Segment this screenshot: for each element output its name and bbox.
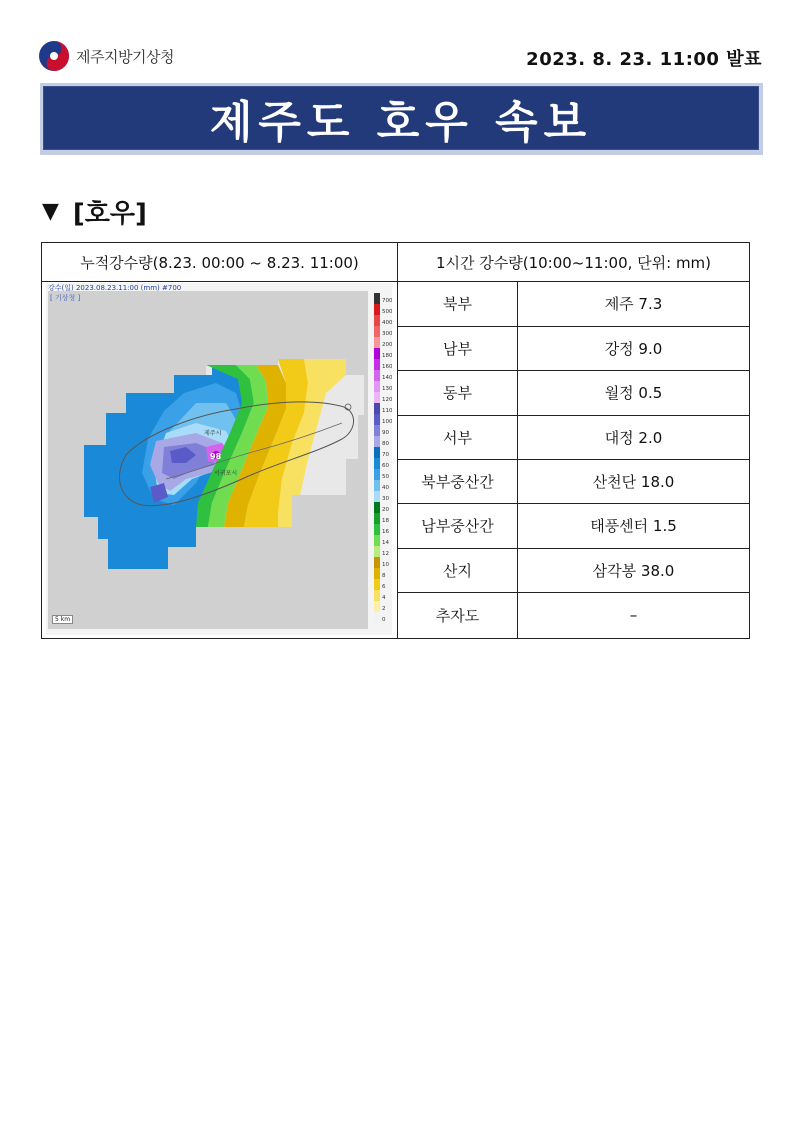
legend-swatch bbox=[374, 458, 380, 469]
legend-value: 80 bbox=[382, 440, 389, 447]
legend-value: 50 bbox=[382, 473, 389, 480]
legend-swatch bbox=[374, 348, 380, 359]
station-value-cell bbox=[518, 503, 749, 548]
station-value: 월정 0.5 bbox=[604, 384, 663, 402]
legend-value: 40 bbox=[382, 484, 389, 491]
legend-swatch bbox=[374, 403, 380, 414]
region-cell bbox=[398, 326, 517, 370]
legend-swatch bbox=[374, 513, 380, 524]
station-value: 제주 7.3 bbox=[604, 295, 663, 313]
legend-swatch bbox=[374, 535, 380, 546]
section-heading bbox=[42, 193, 147, 230]
station-value-cell bbox=[518, 281, 749, 326]
issued-time: 2023. 8. 23. 11:00 발표 bbox=[526, 49, 762, 70]
legend-value: 300 bbox=[382, 330, 392, 337]
region-label: 산지 bbox=[443, 561, 472, 580]
region-cell bbox=[398, 459, 517, 503]
rainfall-map-image bbox=[46, 283, 392, 635]
legend-value: 200 bbox=[382, 341, 392, 348]
region-label: 북부 bbox=[443, 295, 472, 313]
legend-swatch bbox=[374, 568, 380, 579]
cumulative-rainfall-map bbox=[46, 283, 392, 635]
legend-swatch bbox=[374, 590, 380, 601]
legend-swatch bbox=[374, 601, 380, 612]
region-cell bbox=[398, 281, 517, 326]
legend-value: 160 bbox=[382, 363, 392, 370]
region-cell bbox=[398, 415, 517, 459]
legend-value: 100 bbox=[382, 418, 392, 425]
taegeuk-emblem-icon bbox=[38, 40, 70, 72]
legend-swatch bbox=[374, 480, 380, 491]
legend-value: 90 bbox=[382, 429, 389, 436]
legend-value: 14 bbox=[382, 539, 389, 546]
station-value: 산천단 18.0 bbox=[592, 472, 675, 491]
legend-value: 180 bbox=[382, 352, 392, 359]
legend-value: 400 bbox=[382, 319, 392, 326]
station-value-cell bbox=[518, 326, 749, 370]
agency-logo bbox=[38, 38, 174, 74]
page-title: 제주도 호우 속보 bbox=[209, 97, 593, 148]
legend-swatch bbox=[374, 304, 380, 315]
legend-value: 8 bbox=[382, 572, 386, 579]
map-label-jeju: 제주시 bbox=[204, 430, 222, 437]
legend-swatch bbox=[374, 557, 380, 568]
station-value: 태풍센터 1.5 bbox=[590, 517, 677, 535]
legend-value: 0 bbox=[382, 616, 386, 623]
map-tag: [ 기상청 ] bbox=[50, 294, 81, 302]
legend-swatch bbox=[374, 491, 380, 502]
triangle-down-icon: ▼ bbox=[42, 199, 59, 224]
rainfall-table bbox=[41, 242, 750, 639]
legend-value: 60 bbox=[382, 462, 389, 469]
legend-swatch bbox=[374, 370, 380, 381]
legend-swatch bbox=[374, 359, 380, 370]
legend-swatch bbox=[374, 392, 380, 403]
hourly-header: 1시간 강수량(10:00~11:00, 단위: mm) bbox=[435, 253, 712, 272]
station-value-cell bbox=[518, 459, 749, 503]
station-value: 대정 2.0 bbox=[604, 428, 663, 447]
legend-swatch bbox=[374, 436, 380, 447]
legend-swatch bbox=[374, 546, 380, 557]
legend-value: 130 bbox=[382, 385, 392, 392]
station-value-cell bbox=[518, 548, 749, 592]
title-banner bbox=[40, 83, 763, 155]
section-heading-label: [호우] bbox=[72, 199, 147, 229]
region-label: 남부 bbox=[443, 339, 472, 358]
station-value-cell bbox=[518, 415, 749, 459]
region-label: 추자도 bbox=[435, 606, 480, 625]
station-value-cell bbox=[518, 370, 749, 415]
legend-swatch bbox=[374, 315, 380, 326]
legend-value: 700 bbox=[382, 297, 392, 304]
legend-value: 110 bbox=[382, 407, 392, 414]
map-scale: 5 km bbox=[52, 615, 73, 624]
region-cell bbox=[398, 370, 517, 415]
map-label-seogwipo: 서귀포시 bbox=[214, 470, 238, 477]
right-header-cell bbox=[398, 243, 749, 281]
legend-value: 30 bbox=[382, 495, 389, 502]
legend-swatch bbox=[374, 524, 380, 535]
left-header-cell bbox=[42, 243, 397, 281]
station-value-cell bbox=[518, 592, 749, 638]
legend-swatch bbox=[374, 326, 380, 337]
legend-value: 6 bbox=[382, 583, 386, 590]
legend-swatch bbox=[374, 425, 380, 436]
legend-swatch bbox=[374, 447, 380, 458]
legend-swatch bbox=[374, 414, 380, 425]
legend-value: 500 bbox=[382, 308, 392, 315]
region-label: 동부 bbox=[443, 384, 472, 402]
legend-swatch bbox=[374, 381, 380, 392]
station-value: 강정 9.0 bbox=[604, 339, 663, 358]
legend-value: 140 bbox=[382, 374, 392, 381]
station-value: 삼각봉 38.0 bbox=[592, 561, 675, 580]
legend-swatch bbox=[374, 337, 380, 348]
map-header: 강수(일) 2023.08.23.11:00 (mm) #700 bbox=[48, 284, 182, 292]
legend-value: 16 bbox=[382, 528, 389, 535]
legend-swatch bbox=[374, 469, 380, 480]
legend-value: 4 bbox=[382, 594, 386, 601]
legend-swatch bbox=[374, 579, 380, 590]
station-value: – bbox=[629, 606, 638, 624]
region-label: 서부 bbox=[443, 428, 472, 447]
agency-name: 제주지방기상청 bbox=[76, 47, 174, 66]
region-cell bbox=[398, 548, 517, 592]
map-max-marker: 98 bbox=[210, 452, 222, 461]
legend-swatch bbox=[374, 293, 380, 304]
legend-value: 20 bbox=[382, 506, 389, 513]
cumulative-header: 누적강수량(8.23. 00:00 ~ 8.23. 11:00) bbox=[80, 253, 359, 272]
legend-value: 120 bbox=[382, 396, 392, 403]
region-cell bbox=[398, 503, 517, 548]
region-cell bbox=[398, 592, 517, 638]
region-label: 남부중산간 bbox=[421, 517, 494, 535]
legend-value: 70 bbox=[382, 451, 389, 458]
legend-value: 12 bbox=[382, 550, 389, 557]
legend-value: 2 bbox=[382, 605, 386, 612]
legend-swatch bbox=[374, 502, 380, 513]
legend-value: 10 bbox=[382, 561, 389, 568]
legend-swatch bbox=[374, 612, 380, 623]
region-label: 북부중산간 bbox=[421, 472, 494, 491]
title-banner-inner bbox=[43, 86, 759, 150]
legend-value: 18 bbox=[382, 517, 389, 524]
